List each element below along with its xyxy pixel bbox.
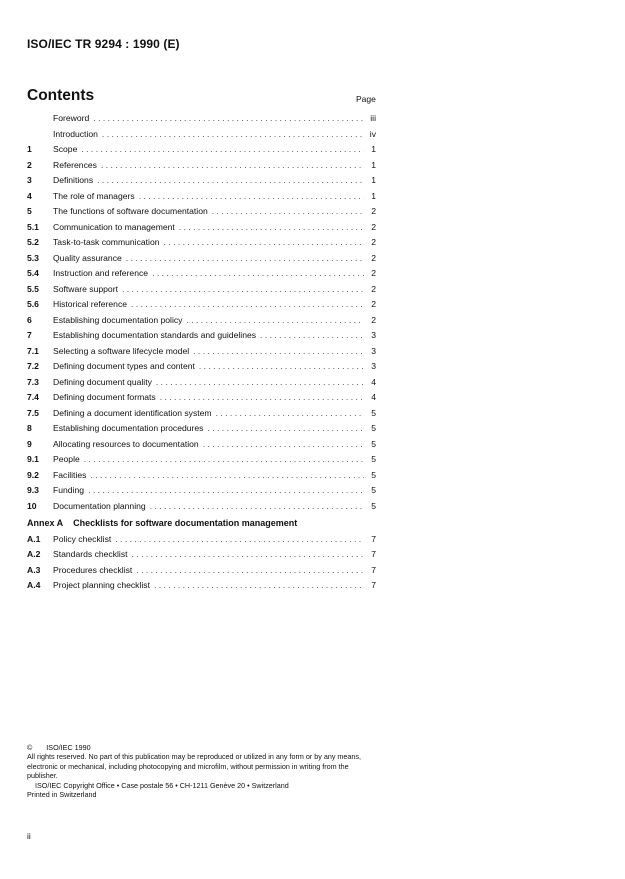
toc-entry-title: The functions of software documentation: [53, 206, 208, 216]
toc-entry-page: 2: [371, 206, 376, 216]
copyright-symbol: ©: [27, 743, 33, 752]
annex-toc-row: [27, 547, 376, 563]
toc-entry-page: 5: [371, 500, 376, 511]
toc-entry-title: Historical reference: [53, 299, 128, 309]
toc-entry-number: 2: [27, 159, 32, 170]
toc-row: [27, 406, 376, 422]
toc-entry-page: 5: [371, 407, 376, 418]
toc-entry-page: 1: [371, 159, 376, 170]
toc-leader-dots: [179, 220, 364, 236]
toc-row: [27, 173, 376, 189]
toc-leader-dots: [132, 547, 364, 563]
toc-entry-page: 2: [371, 221, 376, 232]
toc-entry-page: 5: [371, 454, 376, 464]
annex-toc-row: [27, 532, 376, 548]
toc-leader-dots: [186, 313, 364, 329]
toc-leader-dots: [193, 344, 364, 360]
toc-entry-title: Scope: [53, 144, 78, 154]
toc-entry-page: 3: [371, 361, 376, 371]
annex-heading: [27, 516, 376, 532]
toc-entry-number: 5.6: [27, 299, 39, 309]
toc-entry-number: 7.2: [27, 361, 39, 371]
toc-leader-dots: [126, 251, 364, 267]
toc-entry-number: 5.5: [27, 283, 39, 294]
toc-entry-title: Facilities: [53, 469, 87, 480]
toc-entry-title: Procedures checklist: [53, 564, 133, 575]
toc-entry-title: Project planning checklist: [53, 580, 150, 590]
toc-entry-page: 2: [371, 314, 376, 325]
toc-leader-dots: [115, 532, 364, 548]
contents-title: Contents: [27, 87, 95, 104]
toc-row: [27, 127, 376, 143]
toc-entry-page: 7: [371, 533, 376, 544]
toc-entry-title: Establishing documentation standards and guidelines: [53, 330, 257, 340]
annex-toc-row: [27, 578, 376, 594]
toc-row: [27, 189, 376, 205]
toc-entry-title: Foreword: [53, 113, 90, 123]
toc-entry-page: 2: [371, 299, 376, 309]
document-header: ISO/IEC TR 9294 : 1990 (E): [27, 37, 180, 51]
toc-entry-page: 7: [371, 549, 376, 559]
toc-leader-dots: [156, 375, 364, 391]
toc-entry-number: 5.1: [27, 221, 39, 232]
toc-leader-dots: [199, 359, 364, 375]
toc-entry-title: Definitions: [53, 175, 94, 185]
toc-entry-page: 4: [371, 376, 376, 387]
toc-entry-number: 5: [27, 206, 32, 216]
annex-title: Checklists for software documentation management: [73, 518, 298, 528]
toc-leader-dots: [84, 452, 364, 468]
toc-entry-page: 3: [371, 345, 376, 356]
toc-entry-number: 7: [27, 330, 32, 340]
toc-row: [27, 313, 376, 329]
toc-row: [27, 499, 376, 515]
toc-entry-number: 9.2: [27, 469, 39, 480]
page-column-label: Page: [356, 94, 376, 104]
printed-in: Printed in Switzerland: [27, 790, 97, 800]
annex-label: Annex A: [27, 518, 64, 528]
toc-entry-title: Standards checklist: [53, 549, 128, 559]
toc-entry-title: Establishing documentation policy: [53, 314, 183, 325]
toc-row: [27, 111, 376, 127]
toc-entry-page: 5: [371, 423, 376, 433]
toc-entry-number: 7.4: [27, 392, 39, 402]
toc-entry-number: 3: [27, 175, 32, 185]
toc-row: [27, 266, 376, 282]
toc-leader-dots: [122, 282, 364, 298]
toc-entry-title: Defining document quality: [53, 376, 152, 387]
toc-entry-title: Task-to-task communication: [53, 237, 160, 247]
toc-leader-dots: [212, 204, 364, 220]
toc-entry-number: 5.4: [27, 268, 39, 278]
toc-leader-dots: [207, 421, 364, 437]
toc-row: [27, 158, 376, 174]
toc-row: [27, 452, 376, 468]
toc-leader-dots: [139, 189, 364, 205]
toc-row: [27, 344, 376, 360]
toc-entry-title: Defining document types and content: [53, 361, 195, 371]
copyright-line: [27, 743, 374, 752]
toc-leader-dots: [136, 563, 364, 579]
toc-entry-title: Software support: [53, 283, 118, 294]
toc-entry-page: 1: [371, 144, 376, 154]
copyright-office: ISO/IEC Copyright Office • Case postale 56 • CH-1211 Genève 20 • Switzerland: [35, 780, 289, 790]
toc-leader-dots: [93, 111, 364, 127]
toc-entry-page: 1: [371, 175, 376, 185]
toc-entry-number: 5.3: [27, 252, 39, 263]
table-of-contents: [27, 111, 376, 594]
toc-entry-title: Introduction: [53, 128, 98, 139]
toc-row: [27, 468, 376, 484]
toc-entry-page: 5: [371, 438, 376, 449]
copyright-block: [27, 743, 374, 799]
toc-row: [27, 437, 376, 453]
toc-leader-dots: [131, 297, 364, 313]
toc-entry-title: Defining a document identification system: [53, 407, 212, 418]
toc-entry-number: 8: [27, 423, 32, 433]
toc-entry-number: 6: [27, 314, 32, 325]
toc-leader-dots: [152, 266, 364, 282]
toc-entry-page: iii: [370, 113, 376, 123]
toc-row: [27, 359, 376, 375]
toc-entry-page: 4: [371, 392, 376, 402]
toc-entry-number: A.3: [27, 564, 41, 575]
toc-entry-number: 9.3: [27, 485, 39, 495]
toc-leader-dots: [81, 142, 364, 158]
toc-entry-page: 2: [371, 283, 376, 294]
toc-leader-dots: [216, 406, 364, 422]
toc-row: [27, 204, 376, 220]
toc-row: [27, 483, 376, 499]
toc-entry-page: 3: [371, 330, 376, 340]
toc-entry-number: A.4: [27, 580, 41, 590]
toc-entry-title: Selecting a software lifecycle model: [53, 345, 190, 356]
toc-entry-page: 2: [371, 268, 376, 278]
toc-entry-number: A.2: [27, 549, 41, 559]
copyright-notice: All rights reserved. No part of this publication may be reproduced or utilized in any form or by any means, electronic or mechanical, including photocopying and microfilm, without permission in writing from the publisher.: [27, 752, 361, 781]
toc-entry-page: iv: [369, 128, 376, 139]
toc-entry-title: Establishing documentation procedures: [53, 423, 204, 433]
toc-row: [27, 220, 376, 236]
toc-row: [27, 235, 376, 251]
toc-entry-title: People: [53, 454, 80, 464]
toc-leader-dots: [88, 483, 364, 499]
page-number: ii: [27, 831, 31, 841]
copyright-holder: ISO/IEC 1990: [46, 743, 91, 752]
toc-entry-title: Funding: [53, 485, 85, 495]
toc-entry-title: Quality assurance: [53, 252, 122, 263]
toc-entry-page: 5: [371, 469, 376, 480]
toc-entry-page: 7: [371, 564, 376, 575]
toc-main-list: [27, 111, 376, 514]
toc-entry-title: Documentation planning: [53, 500, 146, 511]
toc-leader-dots: [164, 235, 364, 251]
toc-entry-number: 1: [27, 144, 32, 154]
toc-entry-page: 2: [371, 252, 376, 263]
toc-entry-page: 5: [371, 485, 376, 495]
toc-leader-dots: [102, 127, 364, 143]
toc-row: [27, 375, 376, 391]
toc-entry-title: References: [53, 159, 97, 170]
toc-entry-title: Policy checklist: [53, 533, 112, 544]
toc-row: [27, 390, 376, 406]
toc-entry-number: 7.3: [27, 376, 39, 387]
toc-entry-number: 9.1: [27, 454, 39, 464]
toc-leader-dots: [90, 468, 364, 484]
toc-row: [27, 421, 376, 437]
toc-leader-dots: [203, 437, 364, 453]
annex-toc-row: [27, 563, 376, 579]
toc-entry-number: 5.2: [27, 237, 39, 247]
toc-leader-dots: [101, 158, 364, 174]
toc-entry-page: 7: [371, 580, 376, 590]
toc-entry-number: 9: [27, 438, 32, 449]
toc-leader-dots: [260, 328, 364, 344]
toc-leader-dots: [150, 499, 364, 515]
toc-entry-page: 1: [371, 190, 376, 201]
toc-leader-dots: [154, 578, 364, 594]
toc-entry-number: 4: [27, 190, 32, 201]
toc-entry-page: 2: [371, 237, 376, 247]
toc-row: [27, 251, 376, 267]
toc-row: [27, 297, 376, 313]
toc-entry-title: Instruction and reference: [53, 268, 149, 278]
toc-row: [27, 282, 376, 298]
toc-entry-title: Defining document formats: [53, 392, 156, 402]
toc-row: [27, 328, 376, 344]
toc-leader-dots: [160, 390, 364, 406]
toc-entry-number: 10: [27, 500, 37, 511]
toc-leader-dots: [97, 173, 364, 189]
toc-annex-list: [27, 532, 376, 594]
toc-row: [27, 142, 376, 158]
toc-entry-title: Allocating resources to documentation: [53, 438, 199, 449]
toc-entry-number: A.1: [27, 533, 41, 544]
toc-entry-title: Communication to management: [53, 221, 175, 232]
toc-entry-number: 7.5: [27, 407, 39, 418]
toc-entry-title: The role of managers: [53, 190, 135, 201]
toc-entry-number: 7.1: [27, 345, 39, 356]
